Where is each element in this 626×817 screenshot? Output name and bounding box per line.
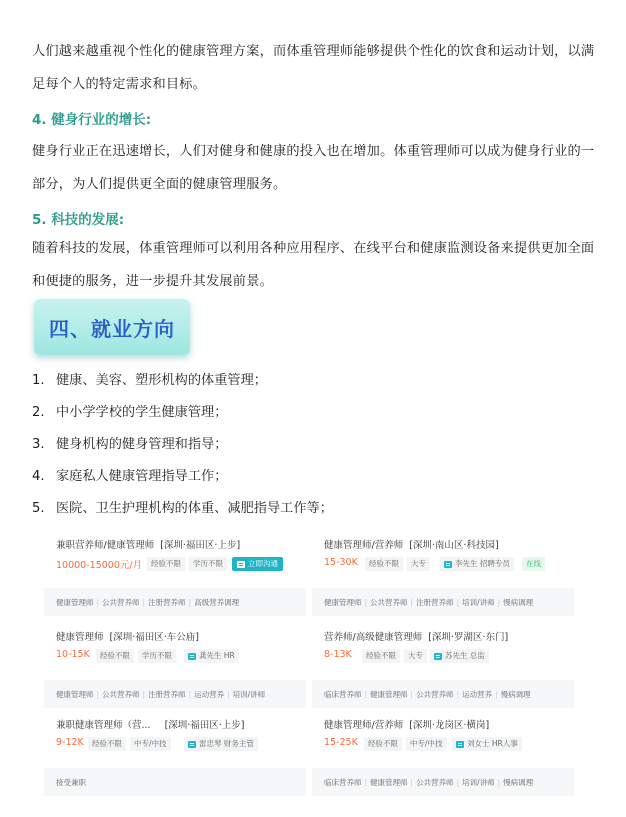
benefit-tag: 运动营养	[462, 690, 493, 699]
job-tag: 大专	[404, 649, 427, 663]
chat-icon	[456, 741, 464, 748]
paragraph-tech-development: 随着科技的发展，体重管理师可以利用各种应用程序、在线平台和健康监测设备来提供更加全面和便捷的服务，进一步提升其发展前景。	[32, 241, 595, 289]
job-benefits: 健康管理师 | 公共营养师 | 注册营养师 | 运动营养 | 培训/讲师	[56, 690, 266, 699]
job-tag: 经验不限	[88, 737, 126, 751]
job-tag: 经验不限	[362, 649, 400, 663]
list-number: 4.	[32, 469, 45, 484]
benefit-tag: 运动营养	[194, 690, 225, 699]
job-benefits: 健康管理师 | 公共营养师 | 注册营养师 | 高级营养调理	[56, 598, 240, 607]
job-benefits	[56, 777, 86, 788]
benefit-tag: 慢病调理	[503, 598, 534, 607]
job-location: [深圳·龙岗区·横岗]	[409, 720, 490, 731]
job-card[interactable]	[44, 622, 306, 708]
list-number: 5.	[32, 501, 45, 516]
list-item	[32, 463, 333, 495]
job-tag: 经验不限	[147, 557, 185, 571]
list-text: 中小学学校的学生健康管理；	[56, 405, 228, 420]
job-benefits-bar	[44, 680, 306, 708]
job-card[interactable]	[312, 622, 574, 708]
benefit-tag: 临床营养师	[324, 778, 362, 787]
job-tag: 中专/中技	[130, 737, 171, 751]
job-benefits-bar	[312, 588, 574, 616]
benefit-tag: 注册营养师	[416, 598, 454, 607]
job-benefits-bar	[44, 588, 306, 616]
list-text: 健身机构的健身管理和指导；	[56, 437, 228, 452]
benefit-tag: 注册营养师	[148, 690, 186, 699]
job-card[interactable]	[312, 530, 574, 616]
benefit-tag: 注册营养师	[148, 598, 186, 607]
recruiter-name: 李先生 招聘专员	[455, 559, 510, 568]
chat-icon	[188, 741, 196, 748]
job-tags	[147, 557, 227, 571]
benefit-tag: 健康管理师	[56, 598, 94, 607]
list-text: 医院、卫生护理机构的体重、减肥指导工作等；	[56, 501, 333, 516]
recruiter-name: 刘女士 HR人事	[467, 739, 518, 748]
chat-icon	[188, 653, 196, 660]
job-tag: 经验不限	[365, 557, 403, 571]
job-card-main[interactable]	[44, 530, 306, 588]
chat-icon	[237, 561, 245, 568]
recruiter-name: 雷忠琴 财务主管	[199, 739, 254, 748]
benefit-tag: 健康管理师	[370, 778, 408, 787]
job-salary: 15-25K	[324, 737, 358, 748]
job-salary: 10000-15000元/月	[56, 560, 143, 571]
job-tag: 经验不限	[364, 737, 402, 751]
job-card-main[interactable]	[312, 622, 574, 680]
recruiter-badge[interactable]	[184, 649, 239, 663]
job-benefits-bar	[312, 768, 574, 796]
benefit-tag: 培训/讲师	[462, 598, 495, 607]
recruiter-name: 苏先生 总监	[445, 651, 485, 660]
job-salary: 15-30K	[324, 557, 358, 568]
chat-now-label: 立即沟通	[248, 559, 278, 568]
job-benefits-bar	[312, 680, 574, 708]
benefit-tag: 临床营养师	[324, 690, 362, 699]
job-benefits: 健康管理师 | 公共营养师 | 注册营养师 | 培训/讲师 | 慢病调理	[324, 598, 534, 607]
benefit-tag: 培训/讲师	[462, 778, 495, 787]
benefit-tag: 健康管理师	[370, 690, 408, 699]
job-salary: 8-13K	[324, 649, 352, 660]
job-location: [深圳·福田区·车公庙]	[109, 632, 199, 643]
recruiter-badge[interactable]	[452, 737, 522, 751]
job-tags	[96, 649, 176, 663]
job-tag: 经验不限	[96, 649, 134, 663]
job-benefits: 临床营养师 | 健康管理师 | 公共营养师 | 培训/讲师 | 慢病调理	[324, 778, 534, 787]
job-title-line[interactable]	[56, 717, 245, 731]
job-title[interactable]: 健康管理师/营养师	[324, 540, 404, 551]
list-item	[32, 431, 333, 463]
list-number: 3.	[32, 437, 45, 452]
list-item	[32, 367, 333, 399]
employment-direction-list	[32, 367, 333, 527]
job-location: [深圳·南山区·科技园]	[409, 540, 499, 551]
job-salary: 9-12K	[56, 737, 84, 748]
benefit-tag: 公共营养师	[102, 690, 140, 699]
job-tag: 学历不限	[189, 557, 227, 571]
benefit-tag: 健康管理师	[324, 598, 362, 607]
job-title-line[interactable]	[56, 537, 240, 551]
job-title-line[interactable]	[324, 537, 499, 551]
job-tag: 大专	[407, 557, 430, 571]
job-title[interactable]: 健康管理师/营养师	[324, 720, 404, 731]
job-card-main[interactable]	[312, 530, 574, 588]
job-location: [深圳·福田区·上步]	[160, 540, 241, 551]
benefit-tag: 公共营养师	[416, 778, 454, 787]
job-card-main[interactable]	[44, 622, 306, 680]
list-text: 健康、美容、塑形机构的体重管理；	[56, 373, 267, 388]
job-card-main[interactable]	[44, 710, 306, 768]
job-title-line[interactable]	[56, 629, 199, 643]
job-location: [深圳·罗湖区·东门]	[428, 632, 509, 643]
list-item	[32, 399, 333, 431]
job-benefits: 临床营养师 | 健康管理师 | 公共营养师 | 运动营养 | 慢病调理	[324, 690, 531, 699]
chat-now-button[interactable]	[232, 557, 283, 571]
benefit-tag: 公共营养师	[416, 690, 454, 699]
job-benefits-bar	[44, 768, 306, 796]
recruiter-name: 龚先生 HR	[199, 651, 235, 660]
benefit-tag: 高级营养调理	[194, 598, 240, 607]
job-tag: 学历不限	[138, 649, 176, 663]
list-number: 1.	[32, 373, 45, 388]
paragraph-fitness-growth: 健身行业正在迅速增长，人们对健身和健康的投入也在增加。体重管理师可以成为健身行业的一部分，为人们提供更全面的健康管理服务。	[32, 144, 595, 192]
benefit-tag: 慢病调理	[500, 690, 531, 699]
job-title-line[interactable]	[324, 717, 489, 731]
job-listings-screenshot	[44, 530, 574, 800]
job-title[interactable]: 健康管理师	[56, 632, 104, 643]
recruiter-badge[interactable]	[430, 649, 489, 663]
benefit-tag: 接受兼职	[56, 778, 86, 787]
section-title-employment	[34, 299, 190, 355]
benefit-tag: 健康管理师	[56, 690, 94, 699]
recruiter-badge[interactable]	[184, 737, 258, 751]
job-card[interactable]	[312, 710, 574, 796]
job-card[interactable]	[44, 710, 306, 796]
benefit-tag: 培训/讲师	[232, 690, 266, 699]
job-tags	[365, 557, 430, 571]
list-item	[32, 495, 333, 527]
heading-fitness-growth: 4. 健身行业的增长:	[32, 112, 152, 128]
chat-icon	[444, 561, 452, 568]
job-salary: 10-15K	[56, 649, 90, 660]
job-tag: 中专/中技	[406, 737, 447, 751]
job-title[interactable]: 营养师/高级健康管理师	[324, 632, 423, 643]
job-tags	[362, 649, 427, 663]
job-tags	[88, 737, 171, 751]
job-title[interactable]: 兼职营养师/健康管理师	[56, 540, 155, 551]
benefit-tag: 公共营养师	[102, 598, 140, 607]
job-title[interactable]: 兼职健康管理师（营...	[56, 720, 151, 731]
list-number: 2.	[32, 405, 45, 420]
recruiter-badge[interactable]	[440, 557, 514, 571]
benefit-tag: 公共营养师	[370, 598, 408, 607]
section-title-text: 四、就业方向	[49, 316, 175, 341]
paragraph-intro: 人们越来越重视个性化的健康管理方案，而体重管理师能够提供个性化的饮食和运动计划，以满足每个人的特定需求和目标。	[32, 44, 595, 92]
job-tags	[364, 737, 447, 751]
chat-icon	[434, 653, 442, 660]
list-text: 家庭私人健康管理指导工作；	[56, 469, 228, 484]
benefit-tag: 慢病调理	[503, 778, 534, 787]
job-card-main[interactable]	[312, 710, 574, 768]
job-card[interactable]	[44, 530, 306, 616]
heading-tech-development: 5. 科技的发展:	[32, 212, 125, 228]
job-location: [深圳·福田区·上步]	[164, 720, 245, 731]
online-status-badge: 在线	[522, 557, 545, 571]
job-title-line[interactable]	[324, 629, 508, 643]
